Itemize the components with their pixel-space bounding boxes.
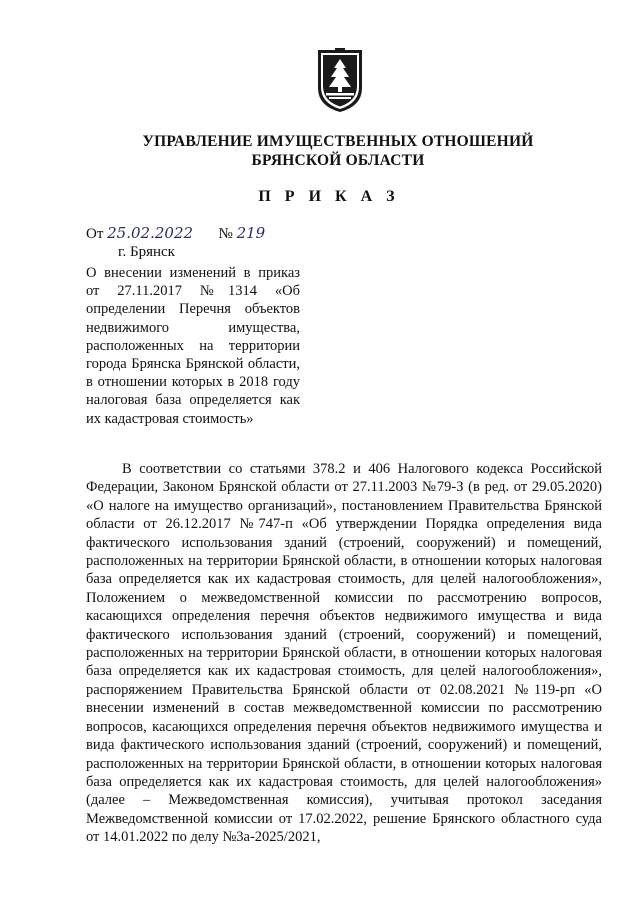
document-title: П Р И К А З — [258, 188, 400, 205]
order-date: 25.02.2022 — [107, 224, 194, 242]
preamble-paragraph: В соответствии со статьями 378.2 и 406 Налогового кодекса Российской Федерации, Законом Брянской области от 27.11.2003 №79-З (в ред. от 29.05.2020) «О налоге на имущество организаций», постановлением Правительства Брянской области от 26.12.2017 №747-п «Об утверждении Порядка определения вида фактического использования зданий (строений, сооружений) и помещений, расположенных на территории Брянской области, в отношении которых налоговая база определяется как их кадастровая стоимость, для целей налогообложения», Положением о межведомственной комиссии по рассмотрению вопросов, касающихся определения перечня объектов недвижимого имущества и вида фактического использования зданий (строений, сооружений) и помещений, расположенных на территории Брянской области, в отношении которых налоговая база определяется как их кадастровая стоимость, для целей налогообложения», распоряжением Правительства Брянской области от 02.08.2021 №119-рп «О внесении изменений в состав межведомственной комиссии по рассмотрению вопросов, касающихся определения перечня объектов недвижимого имущества и вида фактического использования зданий (строений, сооружений) и помещений, расположенных на территории Брянской области, в отношении которых налоговая база определяется как их кадастровая стоимость, для целей налогообложения» (далее – Межведомственная комиссия), учитывая протокол заседания Межведомственной комиссии от 17.02.2022, решение Брянского областного суда от 14.01.2022 по делу №3а-2025/2021, — [86, 461, 602, 846]
order-date-number — [86, 224, 265, 243]
order-subject: О внесении изменений в приказ от 27.11.2017 №1314 «Об определении Перечня объектов недвижимого имущества, расположенных на территории города Брянска Брянской области, в отношении которых в 2018 году налоговая база определяется как их кадастровая стоимость» — [86, 265, 300, 427]
number-prefix: № — [218, 226, 233, 242]
organization-name-line1: УПРАВЛЕНИЕ ИМУЩЕСТВЕННЫХ ОТНОШЕНИЙ — [142, 133, 534, 150]
date-prefix: От — [86, 226, 104, 242]
organization-name-line2: БРЯНСКОЙ ОБЛАСТИ — [251, 152, 425, 169]
order-number: 219 — [236, 224, 266, 242]
coat-of-arms-icon — [315, 48, 365, 114]
city-name: г. Брянск — [118, 244, 175, 260]
